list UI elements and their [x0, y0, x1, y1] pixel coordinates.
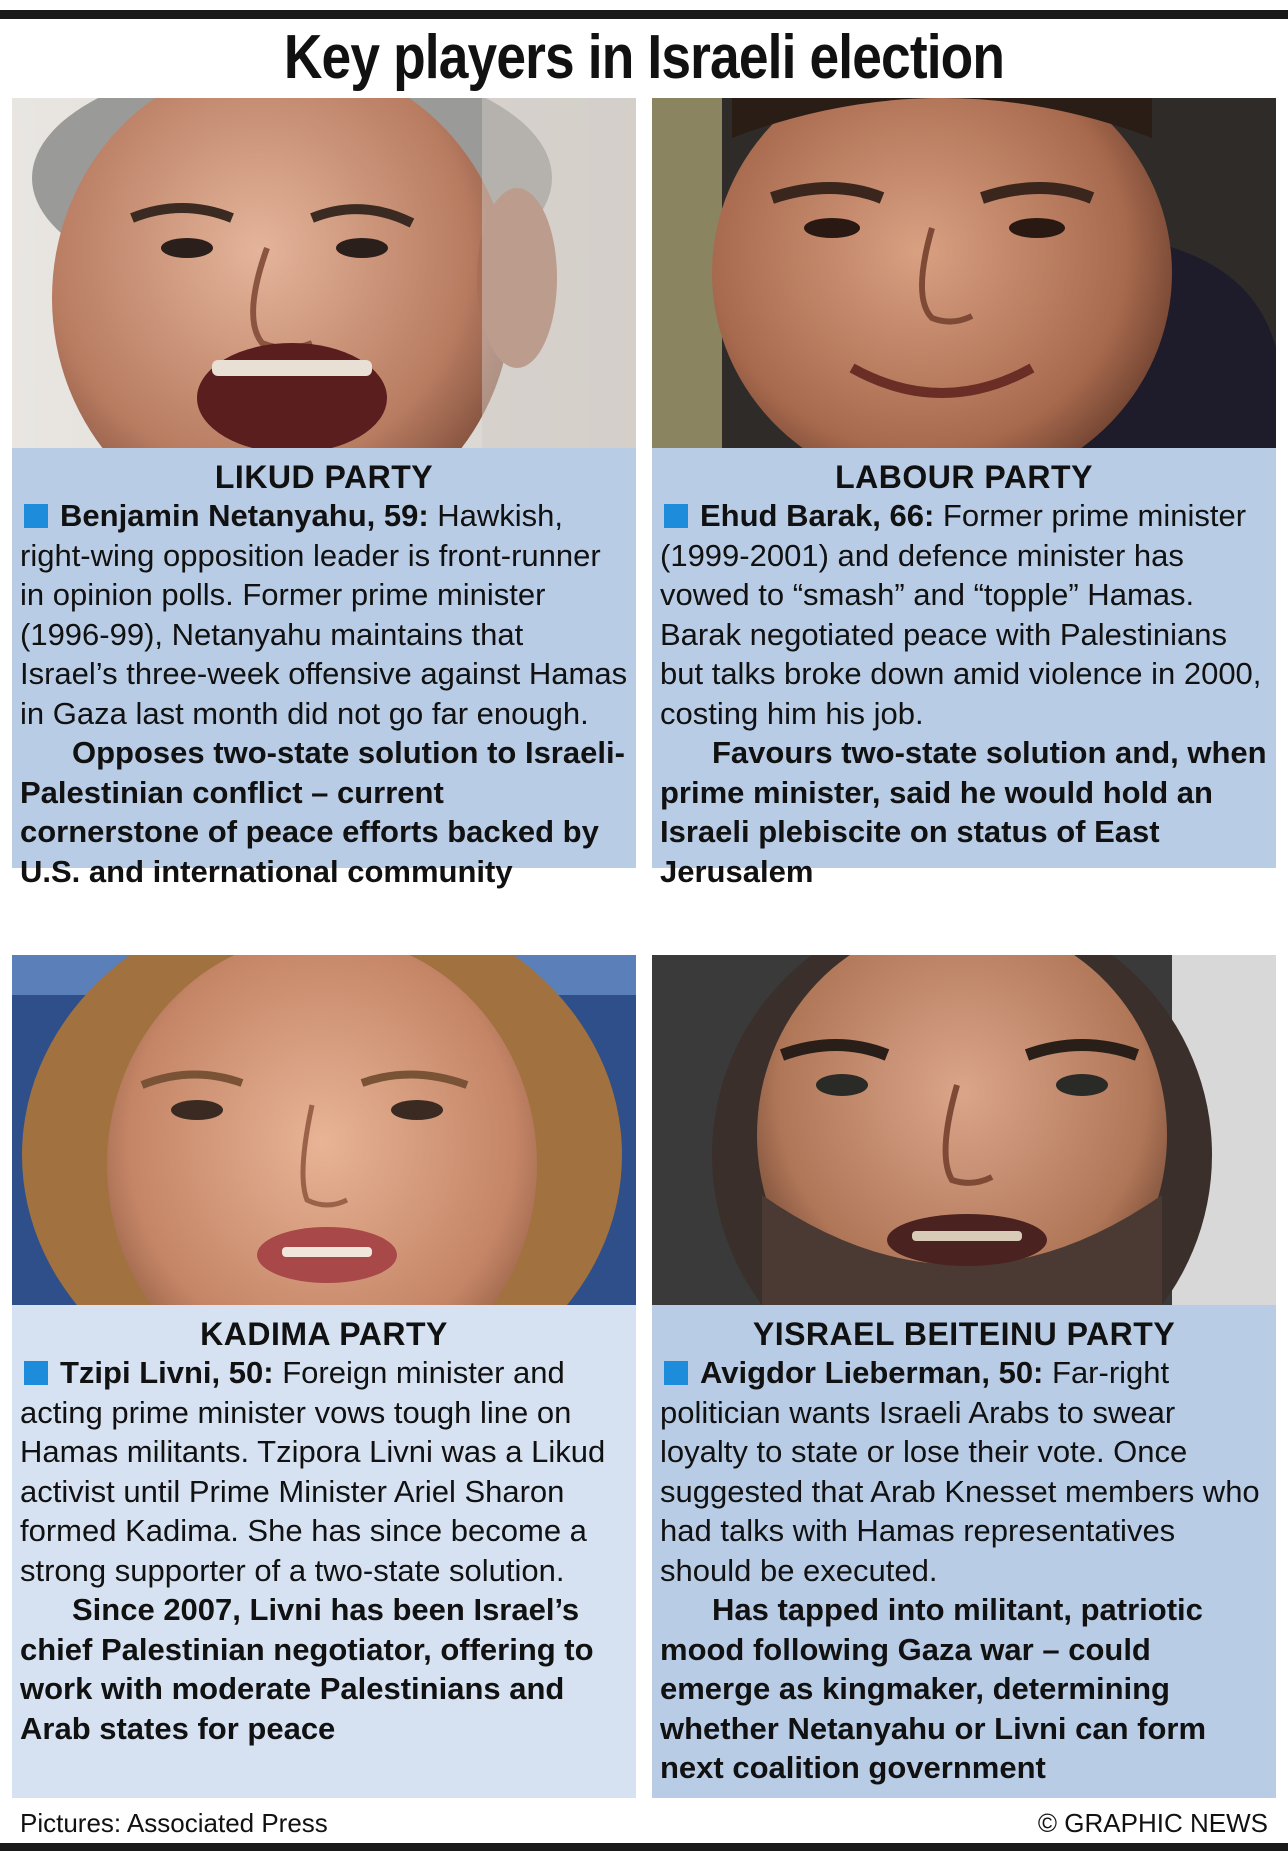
player-description — [20, 1353, 628, 1590]
party-name: LABOUR PARTY — [835, 459, 1093, 495]
player-card-netanyahu — [12, 98, 636, 948]
livni-photo — [12, 955, 636, 1305]
party-name: KADIMA PARTY — [200, 1316, 448, 1352]
netanyahu-photo — [12, 98, 636, 448]
party-name: YISRAEL BEITEINU PARTY — [752, 1316, 1176, 1352]
livni-info-panel — [12, 1305, 636, 1798]
player-card-livni — [12, 955, 636, 1805]
player-card-barak — [652, 98, 1276, 948]
square-bullet-icon — [664, 504, 688, 528]
page-title: Key players in Israeli election — [283, 23, 1005, 92]
netanyahu-info-panel — [12, 448, 636, 889]
player-position: Since 2007, Livni has been Israel’s chief Palestinian negotiator, offering to work with moderate Palestinians and Arab states for peace — [20, 1592, 594, 1746]
player-card-lieberman — [652, 955, 1276, 1805]
square-bullet-icon — [24, 1361, 48, 1385]
player-description — [660, 1353, 1268, 1590]
player-position: Favours two-state solution and, when prime minister, said he would hold an Israeli plebiscite on status of East Jerusalem — [660, 735, 1267, 889]
player-description — [20, 496, 628, 733]
top-rule — [0, 10, 1288, 19]
player-bio: Former prime minister (1999-2001) and defence minister has vowed to “smash” and “topple” Hamas. Barak negotiated peace with Palestinians but talks broke down amid violence in 2000, costing him his job. — [660, 498, 1262, 731]
player-name: Tzipi Livni, 50: — [60, 1355, 274, 1390]
player-position: Opposes two-state solution to Israeli-Palestinian conflict – current cornerstone of peace efforts backed by U.S. and international community — [20, 735, 625, 889]
photo-credit: Pictures: Associated Press — [20, 1808, 328, 1838]
square-bullet-icon — [24, 504, 48, 528]
bottom-rule — [0, 1843, 1288, 1851]
copyright-notice: © GRAPHIC NEWS — [1037, 1808, 1268, 1838]
player-bio: Hawkish, right-wing opposition leader is front-runner in opinion polls. Former prime minister (1996-99), Netanyahu maintains that Israel’s three-week offensive against Hamas in Gaza last month did not go far enough. — [20, 498, 628, 731]
lieberman-info-panel — [652, 1305, 1276, 1798]
player-name: Avigdor Lieberman, 50: — [700, 1355, 1044, 1390]
square-bullet-icon — [664, 1361, 688, 1385]
barak-photo — [652, 98, 1276, 448]
player-bio: Foreign minister and acting prime minister vows tough line on Hamas militants. Tzipora Livni was a Likud activist until Prime Minister Ariel Sharon formed Kadima. She has since become a strong supporter of a two-state solution. — [20, 1355, 606, 1588]
player-name: Ehud Barak, 66: — [700, 498, 935, 533]
player-name: Benjamin Netanyahu, 59: — [60, 498, 429, 533]
lieberman-photo — [652, 955, 1276, 1305]
party-name: LIKUD PARTY — [214, 459, 434, 495]
player-bio: Far-right politician wants Israeli Arabs to swear loyalty to state or lose their vote. Once suggested that Arab Knesset members who had talks with Hamas representatives should be executed. — [660, 1355, 1260, 1588]
player-position: Has tapped into militant, patriotic mood following Gaza war – could emerge as kingmaker, determining whether Netanyahu or Livni can form next coalition government — [660, 1592, 1207, 1785]
player-description — [660, 496, 1268, 733]
barak-info-panel — [652, 448, 1276, 889]
